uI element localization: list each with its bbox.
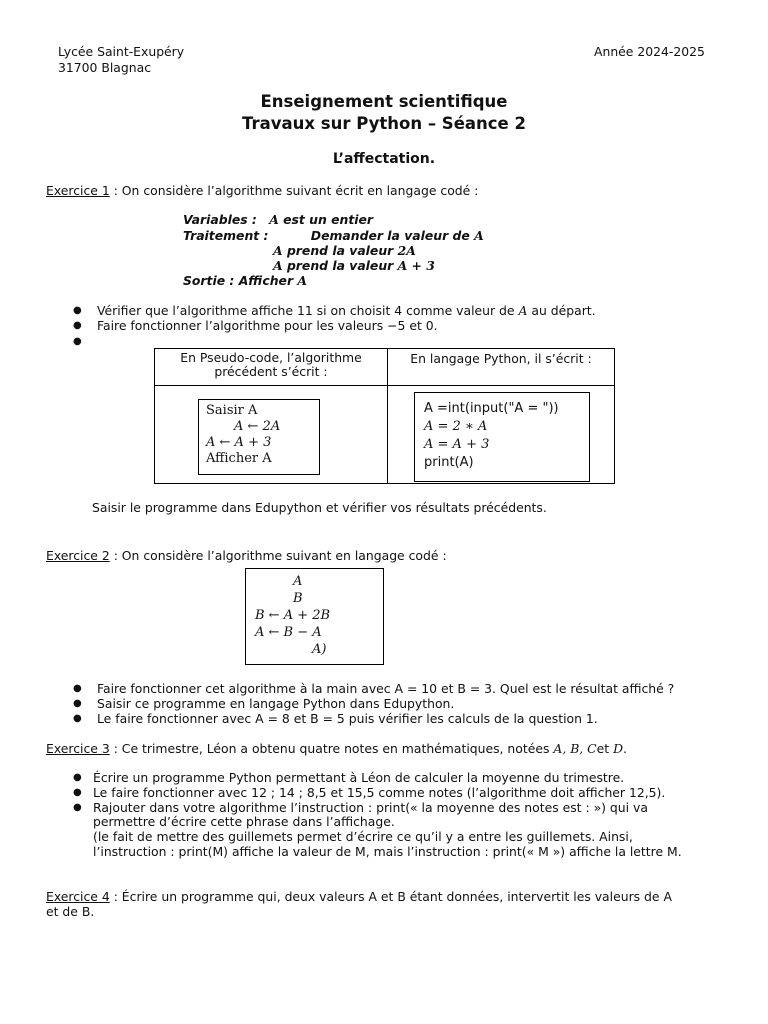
ex3-bullet-3: Rajouter dans votre algorithme l’instruction : print(« la moyenne des notes est : ») qui va	[93, 800, 648, 815]
ex1-bullet-dot-2: ●	[73, 320, 82, 331]
ex1-var-a5: A	[297, 273, 308, 288]
ex1-heading	[46, 183, 478, 198]
ex2-algo-line-5: A)	[312, 642, 327, 657]
title-line2: Travaux sur Python – Séance 2	[242, 114, 526, 133]
ex1-vars-text: est un entier	[278, 212, 374, 227]
ex1-trait-line	[183, 228, 484, 243]
school-name: Lycée Saint-Exupéry	[58, 44, 185, 59]
python-code-box	[414, 392, 590, 482]
ex3-intro-end: .	[623, 741, 627, 756]
ex3-bullet-1: Écrire un programme Python permettant à Léon de calculer la moyenne du trimestre.	[93, 770, 625, 785]
ex2-bullet-dot-2: ●	[73, 698, 82, 709]
ex1-l1-text: prend la valeur	[282, 243, 398, 258]
ex2-heading	[46, 548, 447, 563]
table-head-left	[154, 348, 388, 386]
ex1-intro: : On considère l’algorithme suivant écrit en langage codé :	[109, 183, 479, 198]
ex3-heading	[46, 741, 627, 756]
pseudo-code-box	[198, 399, 320, 475]
ex3-intro: : Ce trimestre, Léon a obtenu quatre notes en mathématiques, notées	[109, 741, 554, 756]
python-line-1: A =int(input("A = "))	[424, 401, 559, 416]
ex1-b1-math: A	[518, 303, 528, 318]
ex3-intro-math2: D	[613, 741, 624, 756]
ex1-out-keyword: Sortie : Afficher	[183, 273, 298, 288]
ex2-algo-line-1: A	[293, 574, 303, 589]
python-line-3: A = A + 3	[424, 437, 490, 452]
ex1-var-a3: A	[273, 243, 283, 258]
pseudo-line-2: A ← 2A	[234, 419, 281, 434]
ex1-bullet-dot-3: ●	[73, 336, 82, 347]
ex2-algo-line-4: A ← B − A	[255, 625, 322, 640]
ex1-bullet-dot-1: ●	[73, 305, 82, 316]
ex3-cont-1: permettre d’écrire cette phrase dans l’affichage.	[93, 814, 395, 829]
ex3-label: Exercice 3	[46, 741, 110, 756]
ex1-label: Exercice 1	[46, 183, 110, 198]
ex1-bullet-1	[97, 303, 596, 318]
ex2-intro: : On considère l’algorithme suivant en langage codé :	[109, 548, 447, 563]
ex1-l2-text: prend la valeur	[282, 258, 398, 273]
ex1-b1-post: au départ.	[527, 303, 596, 318]
ex3-intro-mid: et	[596, 741, 614, 756]
ex1-var-a2: A	[474, 228, 484, 243]
ex1-var-a: A	[269, 212, 279, 227]
python-line-2: A = 2 ∗ A	[424, 419, 488, 434]
ex2-bullet-1: Faire fonctionner cet algorithme à la main avec A = 10 et B = 3. Quel est le résultat affiché ?	[97, 681, 675, 696]
ex3-bullet-2: Le faire fonctionner avec 12 ; 14 ; 8,5 et 15,5 comme notes (l’algorithme doit afficher 12,5).	[93, 785, 666, 800]
table-head-right-text: En langage Python, il s’écrit :	[410, 351, 592, 366]
ex4-line-1	[46, 889, 672, 904]
ex2-algo-line-3: B ← A + 2B	[255, 608, 331, 623]
ex3-bullet-dot-3: ●	[73, 802, 82, 813]
table-head-left-text: En Pseudo-code, l’algorithme précédent s’écrit :	[180, 350, 362, 379]
ex1-out-line	[183, 273, 307, 288]
ex4-label: Exercice 4	[46, 889, 110, 904]
ex3-cont-3: l’instruction : print(M) affiche la valeur de M, mais l’instruction : print(« M ») affiche la lettre M.	[93, 844, 682, 859]
ex3-bullet-dot-1: ●	[73, 772, 82, 783]
subtitle: L’affectation.	[332, 151, 436, 167]
ex2-bullet-3: Le faire fonctionner avec A = 8 et B = 5 puis vérifier les calculs de la question 1.	[97, 711, 598, 726]
ex2-bullet-dot-3: ●	[73, 713, 82, 724]
school-address: 31700 Blagnac	[58, 60, 152, 75]
ex1-trait-text: Demander la valeur de	[310, 228, 475, 243]
ex1-l2-val: A + 3	[397, 258, 435, 273]
ex1-bullet-2: Faire fonctionner l’algorithme pour les valeurs −5 et 0.	[97, 318, 438, 333]
ex1-var-a4: A	[273, 258, 283, 273]
title-line1: Enseignement scientifique	[260, 92, 508, 111]
ex2-label: Exercice 2	[46, 548, 110, 563]
pseudo-line-1: Saisir A	[206, 403, 258, 418]
ex2-bullet-2: Saisir ce programme en langage Python dans Edupython.	[97, 696, 455, 711]
ex3-cont-2: (le fait de mettre des guillemets permet d’écrire ce qu’il y a entre les guillemets. Ainsi,	[93, 829, 633, 844]
ex4-text: : Écrire un programme qui, deux valeurs A et B étant données, intervertit les valeurs de A	[109, 889, 672, 904]
pseudo-line-4: Afficher A	[206, 451, 272, 466]
ex1-algo-line2	[273, 258, 435, 273]
ex2-bullet-dot-1: ●	[73, 683, 82, 694]
ex3-intro-math: A, B, C	[553, 741, 597, 756]
ex3-bullet-dot-2: ●	[73, 787, 82, 798]
ex1-trait-keyword: Traitement :	[183, 228, 269, 243]
ex1-algo-line1	[273, 243, 416, 258]
table-head-right	[387, 348, 615, 386]
ex1-b1-pre: Vérifier que l’algorithme affiche 11 si on choisit 4 comme valeur de	[97, 303, 519, 318]
ex1-after: Saisir le programme dans Edupython et vérifier vos résultats précédents.	[92, 500, 547, 515]
ex2-algo-line-2: B	[293, 591, 303, 606]
ex1-vars-keyword: Variables :	[183, 212, 257, 227]
school-year: Année 2024-2025	[594, 44, 705, 59]
pseudo-line-3: A ← A + 3	[206, 435, 272, 450]
ex2-algo-box	[245, 568, 384, 665]
ex4-line-2: et de B.	[46, 904, 95, 919]
python-line-4: print(A)	[424, 455, 474, 470]
ex1-l1-val: 2A	[397, 243, 416, 258]
ex1-vars-line	[183, 212, 373, 227]
